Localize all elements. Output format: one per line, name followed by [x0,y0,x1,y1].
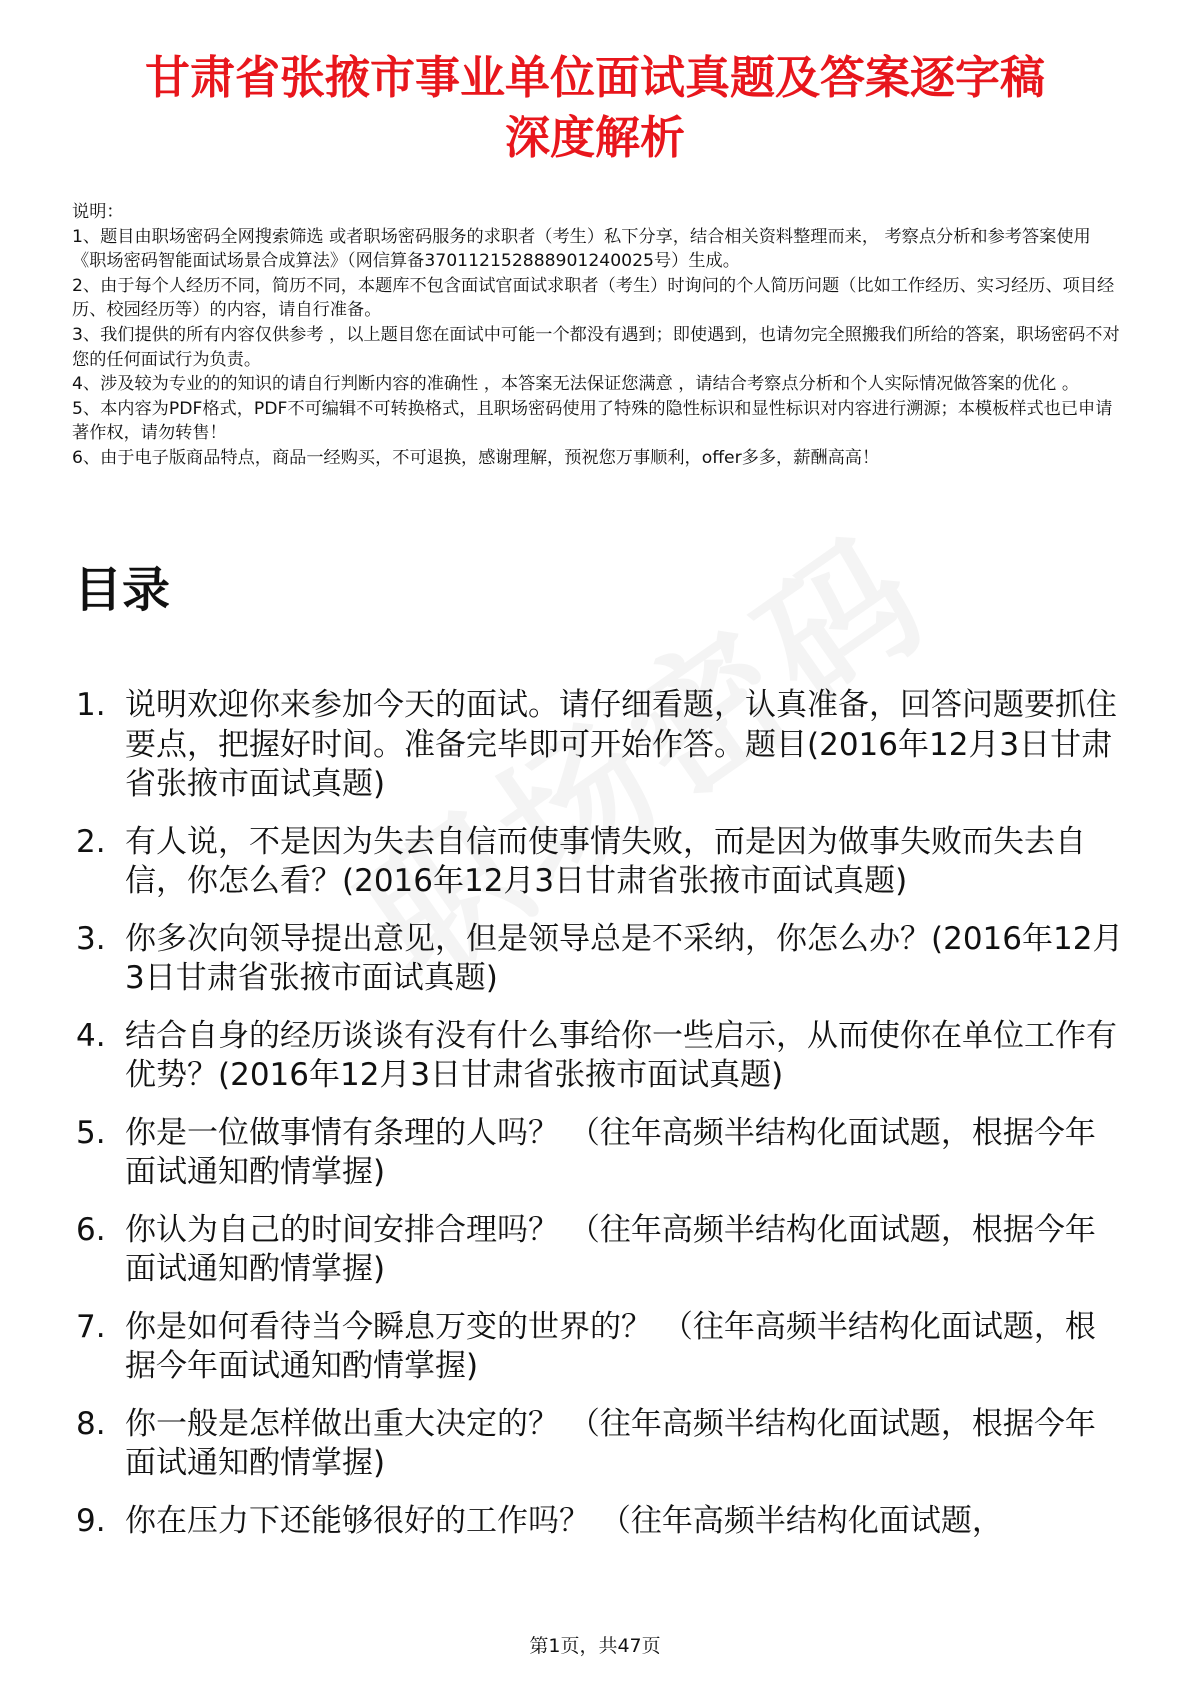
note-item: 3、我们提供的所有内容仅供参考 ，以上题目您在面试中可能一个都没有遇到；即使遇到，也请勿完全照搬我们所给的答案，职场密码不对您的任何面试行为负责。 [72,324,1120,370]
toc-item-text: 结合自身的经历谈谈有没有什么事给你一些启示，从而使你在单位工作有优势？(2016年12月3日甘肃省张掖市面试真题) [125,1017,1117,1093]
toc-item-number: 7. [76,1308,106,1345]
toc-item-text: 你认为自己的时间安排合理吗？ （往年高频半结构化面试题，根据今年面试通知酌情掌握) [125,1211,1096,1287]
toc-item-number: 1. [76,687,106,723]
toc-item[interactable] [76,1114,1126,1193]
note-item: 2、由于每个人经历不同，简历不同，本题库不包含面试官面试求职者（考生）时询问的个人简历问题（比如工作经历、实习经历、项目经历、校园经历等）的内容，请自行准备。 [72,275,1115,321]
notes-heading: 说明： [72,202,124,222]
toc-item-number: 5. [76,1114,106,1151]
toc-item-number: 3. [76,920,106,957]
title-line-1: 甘肃省张掖市事业单位面试真题及答案逐字稿 [144,51,1045,104]
toc-item-number: 4. [76,1017,106,1054]
toc-item[interactable] [76,1405,1126,1484]
toc-item-text: 说明欢迎你来参加今天的面试。请仔细看题，认真准备，回答问题要抓住要点，把握好时间。准备完毕即可开始作答。题目(2016年12月3日甘肃省张掖市面试真题) [125,687,1117,802]
toc-item[interactable] [76,686,1126,805]
title-line-2: 深度解析 [504,111,685,164]
toc-heading: 目录 [74,562,171,618]
toc-item-text: 你一般是怎样做出重大决定的？ （往年高频半结构化面试题，根据今年面试通知酌情掌握) [125,1405,1096,1481]
toc-item[interactable] [76,920,1126,999]
toc-item[interactable] [76,823,1126,902]
toc-item-number: 9. [76,1502,106,1539]
toc-item[interactable] [76,1017,1126,1096]
toc-item-number: 2. [76,823,106,860]
toc-item-number: 8. [76,1405,106,1442]
toc-item-text: 你是一位做事情有条理的人吗？ （往年高频半结构化面试题，根据今年面试通知酌情掌握) [125,1114,1096,1190]
note-item: 6、由于电子版商品特点，商品一经购买，不可退换，感谢理解，预祝您万事顺利，offer多多，薪酬高高！ [72,447,880,468]
toc-item-text: 你多次向领导提出意见，但是领导总是不采纳，你怎么办？(2016年12月3日甘肃省张掖市面试真题) [125,920,1124,996]
toc-item-text: 你是如何看待当今瞬息万变的世界的？ （往年高频半结构化面试题，根据今年面试通知酌情掌握) [125,1308,1096,1384]
notes-section [72,200,1124,471]
toc-item[interactable] [76,1308,1126,1387]
toc-item[interactable] [76,1211,1126,1290]
toc-list [76,686,1126,1559]
toc-item-text: 你在压力下还能够很好的工作吗？ （往年高频半结构化面试题， [125,1502,1003,1539]
note-item: 5、本内容为PDF格式，PDF不可编辑不可转换格式，且职场密码使用了特殊的隐性标识和显性标识对内容进行溯源；本模板样式也已申请著作权，请勿转售！ [72,398,1113,444]
note-item: 1、题目由职场密码全网搜索筛选 或者职场密码服务的求职者（考生）私下分享，结合相关资料整理而来， 考察点分析和参考答案使用《职场密码智能面试场景合成算法》（网信算备370112152888901240025号）生成。 [72,226,1091,272]
note-item: 4、涉及较为专业的的知识的请自行判断内容的准确性 ，本答案无法保证您满意 ，请结合考察点分析和个人实际情况做答案的优化 。 [72,374,1080,395]
toc-item-number: 6. [76,1211,106,1248]
document-title [80,48,1110,168]
toc-item-text: 有人说，不是因为失去自信而使事情失败，而是因为做事失败而失去自信，你怎么看？(2016年12月3日甘肃省张掖市面试真题) [125,823,1086,899]
toc-item[interactable] [76,1502,1126,1542]
page-footer: 第1页，共47页 [529,1635,661,1657]
